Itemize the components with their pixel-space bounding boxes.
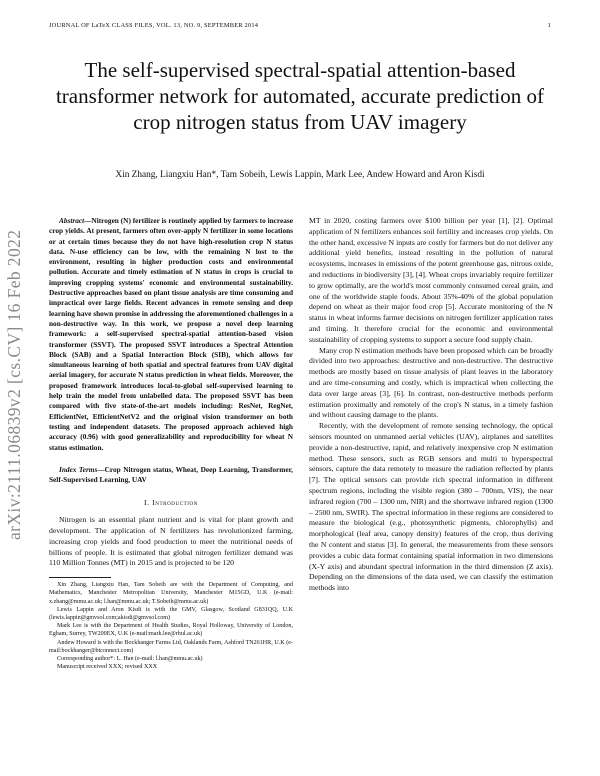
- section-title: Introduction: [152, 498, 198, 508]
- footnote-manuscript-info: Manuscript received XXX; revised XXX: [57, 664, 158, 671]
- arxiv-identifier[interactable]: arXiv:2111.06839v2 [cs.CV] 16 Feb 2022: [4, 229, 24, 540]
- abstract-text: —Nitrogen (N) fertilizer is routinely applied by farmers to increase crop yields. At present, farmers often over-apply N fertilizer in some locations or at certain times because they do not have high-resolution crop N status data. N-use efficiency can be low, with the remaining N lost to the environment, resulting in higher production costs and environmental pollution. Accurate and timely estimation of N status in crops is crucial to improving cropping systems' economic and environmental sustainability. Destructive approaches based on plant tissue analysis are time consuming and impractical over large fields. Recent advances in remote sensing and deep learning have shown promise in addressing the aforementioned challenges in a non-destructive way. In this work, we propose a novel deep learning framework: a self-supervised spectral-spatial attention-based vision transformer (SSVT). The proposed SSVT introduces a Spectral Attention Block (SAB) and a Spatial Interaction Block (SIB), which allows for simultaneous learning of both spatial and spectral features from UAV digital aerial imagery, for accurate N status prediction in wheat fields. Moreover, the proposed framework introduces local-to-global self-supervised learning to help train the model from unlabelled data. The proposed SSVT has been compared with five state-of-the-art models including: ResNet, RegNet, EfficientNet, EfficientNetV2 and the original vision transformer on both testing and independent datasets. The proposed approach achieved high accuracy (0.96) with good generalizability and reproducibility for wheat N status estimation.: [49, 216, 293, 452]
- index-terms-text: —Crop Nitrogen status, Wheat, Deep Learning, Transformer, Self-Supervised Learning, UAV: [49, 464, 294, 485]
- index-terms: [49, 465, 293, 486]
- footnote-affiliation-farm: Andew Howard is with the Bockhanger Farms Ltd, Oaklands Farm, Ashford TN261HR, U.K (e-mail:bockhanger@btconnect.com): [49, 639, 293, 654]
- footnote-rule: [49, 577, 111, 578]
- index-terms-label: Index Terms: [59, 464, 98, 474]
- section-number: I.: [144, 498, 150, 508]
- body-paragraph: Many crop N estimation methods have been proposed which can be broadly divided into two approaches: destructive and non-destructive. The destructive methods are mostly based on tissue analysis of plant leaves in the laboratory and are time-consuming and costly, which is impractical when collecting the data over large areas [3], [6]. In contrast, non-destructive methods perform estimation proximally and remotely of the crop's N status, in a timely fashion and without causing damage to the plants.: [309, 345, 553, 420]
- left-column: [49, 216, 293, 671]
- body-paragraph: MT in 2020, costing farmers over $100 billion per year [1], [2]. Optimal application of N fertilizers enhances soil fertility and increases crop yields. On the other hand, excessive N inputs are costly for farmers but do not deliver any additional yield benefits, instead resulting in the pollution of natural ecosystems, increases in emissions of the potent greenhouse gas, nitrous oxide, and reductions in biodiversity [3], [4]. Wheat crops invariably require fertilizer to grow optimally, are the world's most commonly consumed cereal grain, and one of the worldwide staple foods. About 35%-40% of the global population depend on wheat as their major food crop [5]. Accurate monitoring of the N status in wheat informs farmer decisions on nitrogen fertilizer application rates and timing. It therefore crucial for the economic and environmental sustainability of cropping systems to support a secure food supply chain.: [309, 216, 553, 344]
- intro-paragraph: Nitrogen is an essential plant nutrient and is vital for plant growth and development. The application of N fertilizers has revolutionized farming, increasing crop yields and food production to meet the nutritional needs of billions of people. It is estimated that global nitrogen fertilizer demand was 110 Million Tonnes (MT) in 2015 and is projected to be 120: [49, 515, 293, 568]
- page-number: 1: [547, 22, 551, 29]
- body-paragraph: Recently, with the development of remote sensing technology, the optical sensors mounted on unmanned aerial vehicles (UAV), airplanes and satellites provide a non-destructive, rapid, and relatively inexpensive crop N estimation method. These sensors, such as RGB sensors and multi to hyperspectral sensors, capture the data remotely to measure the radiation reflected by plants [7]. The optical sensors can provide rich spectral information in different spectrum regions, including the visible region (380 – 700nm, VIS), the near infrared region (700 – 1300 nm, NIR) and the shortwave infrared region (1300 – 2500 nm, SWIR). The spectral information in these regions are considered to measure the biological (e.g., photosynthetic pigments, chlorophylls) and morphological (leaf area, canopy density) features of the crop, thus deriving the N content and status [3]. In general, the measurements from these sensors provides a cubic data format containing spatial information in two dimensions (X-Y axis) and abundant spectral information in the third dimension (Z axis). Depending on the dimensions of the data used, we can classify the estimation methods into: [309, 421, 553, 593]
- footnote-affiliation-mmu: Xin Zhang, Liangxiu Han, Tam Sobeih are with the Department of Computing, and Mathematics, Manchester Metropolitan University, Manchester M15GD, U.K (e-mail: x.zhang@mmu.ac.uk; l.han@mmu.ac.uk; T.Sobeih@mmu.ac.uk): [49, 582, 293, 605]
- abstract: [49, 216, 293, 453]
- journal-header: JOURNAL OF LaTeX CLASS FILES, VOL. 13, NO. 9, SEPTEMBER 2014: [49, 22, 259, 29]
- footnote-corresponding-author: Corresponding author*: L. Han (e-mail: l.han@mmu.ac.uk): [57, 656, 203, 663]
- author-list: Xin Zhang, Liangxiu Han*, Tam Sobeih, Lewis Lappin, Mark Lee, Andew Howard and Aron Kisdi: [115, 170, 485, 180]
- section-heading: [49, 498, 293, 509]
- footnote-affiliation-gmv: Lewis Lappin and Aron Kisdi is with the GMV, Glasgow, Scotland G831QQ, U.K (lewis.lappin@gmvsol.com;akisdi@gmvsol.com): [49, 606, 293, 622]
- running-header: [49, 22, 551, 29]
- paper-title: The self-supervised spectral-spatial attention-based transformer network for automated, accurate prediction of crop nitrogen status from UAV imagery: [55, 58, 545, 134]
- footnote-affiliation-rhul: Mark Lee is with the Department of Health Studies, Royal Holloway, University of London, Egham, Surrey, TW200EX, U.K (e-mail:mark.lee@rhul.ac.uk): [49, 623, 293, 638]
- right-column: [309, 216, 553, 594]
- abstract-label: Abstract: [59, 216, 85, 225]
- footnotes: [49, 581, 293, 671]
